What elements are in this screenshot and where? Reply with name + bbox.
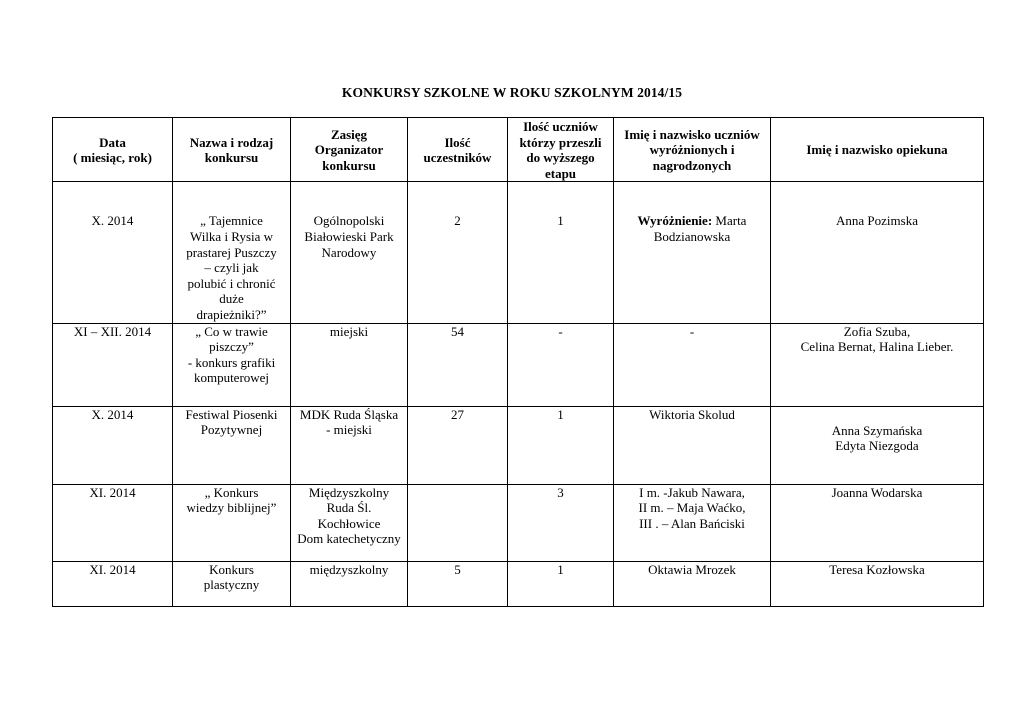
cell-advanced: -	[508, 323, 614, 406]
cell-participants: 27	[408, 406, 508, 484]
table-row	[53, 182, 984, 323]
header-advanced: Ilość uczniów którzy przeszli do wyższego etapu	[508, 118, 614, 182]
cell-date: X. 2014	[53, 406, 173, 484]
cell-scope: Międzyszkolny Ruda Śl. Kochłowice Dom katechetyczny	[291, 484, 408, 561]
cell-advanced: 1	[508, 406, 614, 484]
header-awarded: Imię i nazwisko uczniów wyróżnionych i nagrodzonych	[614, 118, 771, 182]
cell-scope: miejski	[291, 323, 408, 406]
cell-date: XI. 2014	[53, 561, 173, 606]
cell-supervisor: Teresa Kozłowska	[771, 561, 984, 606]
cell-participants: 54	[408, 323, 508, 406]
cell-awarded: Wiktoria Skolud	[614, 406, 771, 484]
cell-name: „ Co w trawie piszczy” - konkurs grafiki komputerowej	[173, 323, 291, 406]
table-row	[53, 406, 984, 484]
cell-date: XI. 2014	[53, 484, 173, 561]
cell-supervisor: Joanna Wodarska	[771, 484, 984, 561]
header-scope: Zasięg Organizator konkursu	[291, 118, 408, 182]
cell-advanced: 3	[508, 484, 614, 561]
cell-scope: MDK Ruda Śląska - miejski	[291, 406, 408, 484]
cell-awarded: Wyróżnienie: Marta Bodzianowska	[614, 182, 771, 323]
cell-name: Festiwal Piosenki Pozytywnej	[173, 406, 291, 484]
cell-advanced: 1	[508, 182, 614, 323]
cell-scope: Ogólnopolski Białowieski Park Narodowy	[291, 182, 408, 323]
cell-name: „ Tajemnice Wilka i Rysia w prastarej Puszczy – czyli jak polubić i chronić duże drapieżniki?”	[173, 182, 291, 323]
table-row	[53, 323, 984, 406]
cell-supervisor: Anna Pozimska	[771, 182, 984, 323]
cell-name: „ Konkurs wiedzy biblijnej”	[173, 484, 291, 561]
header-name: Nazwa i rodzaj konkursu	[173, 118, 291, 182]
header-participants: Ilość uczestników	[408, 118, 508, 182]
cell-name: Konkurs plastyczny	[173, 561, 291, 606]
header-row	[53, 118, 984, 182]
cell-participants	[408, 484, 508, 561]
cell-participants: 2	[408, 182, 508, 323]
award-label: Wyróżnienie:	[637, 213, 713, 229]
cell-supervisor: Anna Szymańska Edyta Niezgoda	[771, 406, 984, 484]
cell-scope: międzyszkolny	[291, 561, 408, 606]
cell-participants: 5	[408, 561, 508, 606]
cell-date: X. 2014	[53, 182, 173, 323]
table-row	[53, 484, 984, 561]
header-date: Data ( miesiąc, rok)	[53, 118, 173, 182]
cell-awarded: I m. -Jakub Nawara, II m. – Maja Waćko, III . – Alan Bańciski	[614, 484, 771, 561]
cell-awarded: Oktawia Mrozek	[614, 561, 771, 606]
cell-date: XI – XII. 2014	[53, 323, 173, 406]
table-row	[53, 561, 984, 606]
header-supervisor: Imię i nazwisko opiekuna	[771, 118, 984, 182]
page-title: KONKURSY SZKOLNE W ROKU SZKOLNYM 2014/15	[341, 85, 683, 100]
cell-supervisor: Zofia Szuba, Celina Bernat, Halina Lieber.	[771, 323, 984, 406]
cell-awarded: -	[614, 323, 771, 406]
cell-advanced: 1	[508, 561, 614, 606]
competitions-table	[52, 117, 984, 607]
